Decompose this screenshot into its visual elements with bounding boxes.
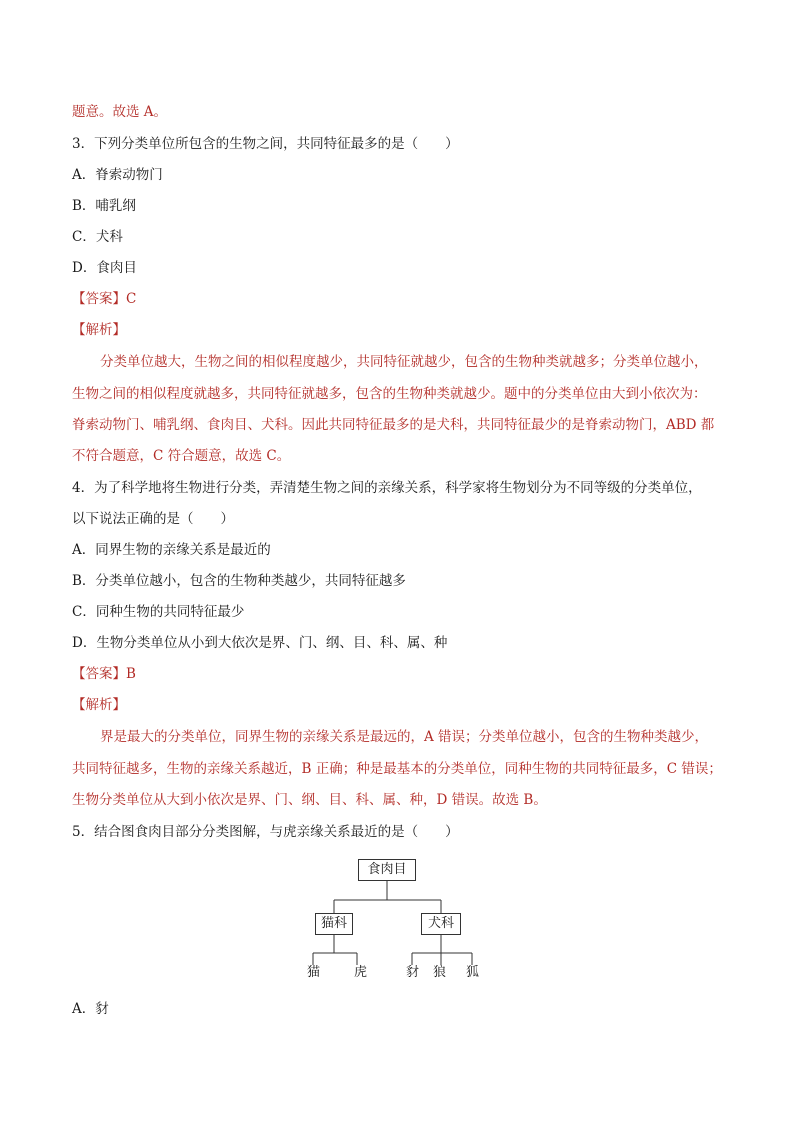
question-3-answer — [72, 290, 136, 308]
question-3-option-d: D．食肉目 — [72, 260, 137, 276]
species-tiger: 虎 — [354, 965, 368, 980]
family-box-canidae: 犬科 — [421, 913, 461, 935]
species-dhole: 豺 — [406, 965, 420, 980]
question-4-stem-line-1: 4．为了科学地将生物进行分类，弄清楚生物之间的亲缘关系，科学家将生物划分为不同等级的分类单位， — [72, 480, 702, 496]
question-3-option-c: C．犬科 — [72, 229, 123, 245]
question-3-explanation-label: 【解析】 — [72, 322, 126, 338]
question-5-stem: 5．结合图食肉目部分分类图解，与虎亲缘关系最近的是（ ） — [72, 824, 459, 840]
question-3-stem: 3．下列分类单位所包含的生物之间，共同特征最多的是（ ） — [72, 136, 459, 152]
question-4-explanation-line-3: 生物分类单位从大到小依次是界、门、纲、目、科、属、种，D 错误。故选 B。 — [72, 792, 547, 808]
order-box-carnivora: 食肉目 — [358, 859, 416, 881]
question-3-explanation-line-3: 脊索动物门、哺乳纲、食肉目、犬科。因此共同特征最多的是犬科，共同特征最少的是脊索动物门，ABD 都 — [72, 417, 715, 433]
answer-label: 【答案】 — [72, 666, 126, 682]
family-box-felidae: 猫科 — [315, 913, 353, 935]
question-5-option-a: A．豺 — [72, 1001, 109, 1017]
question-4-answer — [72, 665, 136, 683]
question-4-option-a: A．同界生物的亲缘关系是最近的 — [72, 542, 271, 558]
answer-value: C — [126, 291, 137, 307]
prev-conclusion: 题意。故选 A。 — [72, 104, 168, 120]
question-4-option-b: B．分类单位越小，包含的生物种类越少，共同特征越多 — [72, 573, 406, 589]
question-3-option-b: B．哺乳纲 — [72, 198, 136, 214]
species-wolf: 狼 — [433, 965, 447, 980]
species-fox: 狐 — [466, 965, 480, 980]
question-4-explanation-line-1: 界是最大的分类单位，同界生物的亲缘关系是最远的，A 错误；分类单位越小，包含的生物种类越少， — [100, 729, 709, 745]
question-4-explanation-line-2: 共同特征越多，生物的亲缘关系越近，B 正确；种是最基本的分类单位，同种生物的共同特征最多，C 错误； — [72, 761, 722, 777]
answer-label: 【答案】 — [72, 291, 126, 307]
question-4-option-d: D．生物分类单位从小到大依次是界、门、纲、目、科、属、种 — [72, 635, 448, 651]
question-4-explanation-label: 【解析】 — [72, 697, 126, 713]
question-4-option-c: C．同种生物的共同特征最少 — [72, 604, 245, 620]
question-3-option-a: A．脊索动物门 — [72, 167, 163, 183]
question-3-explanation-line-1: 分类单位越大，生物之间的相似程度越少，共同特征就越少，包含的生物种类就越多；分类单位越小， — [100, 354, 708, 370]
species-cat: 猫 — [307, 965, 321, 980]
question-3-explanation-line-2: 生物之间的相似程度就越多，共同特征就越多，包含的生物种类就越少。题中的分类单位由大到小依次为： — [72, 386, 707, 402]
question-3-explanation-line-4: 不符合题意，C 符合题意，故选 C。 — [72, 448, 291, 464]
question-4-stem-line-2: 以下说法正确的是（ ） — [72, 511, 234, 527]
answer-value: B — [126, 666, 136, 682]
